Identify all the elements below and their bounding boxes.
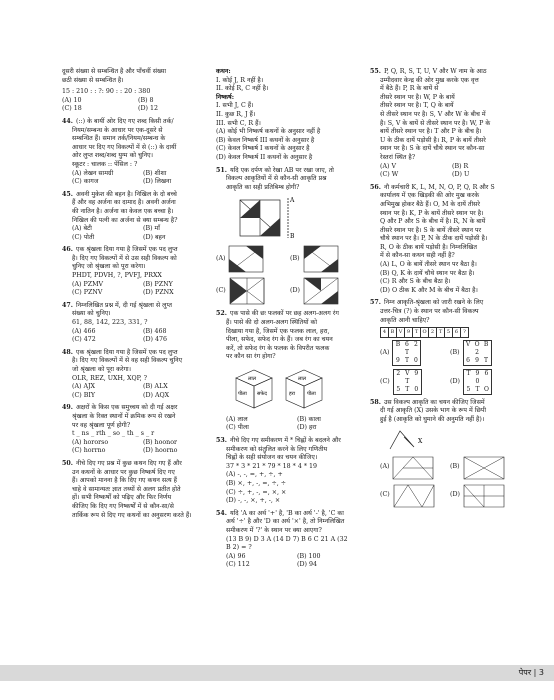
question-text: OLR, REZ, UXH, XQP, ? — [72, 374, 147, 382]
kathan-label: कथन: — [216, 68, 231, 75]
question-text: आधार पर दिए गए विकल्पों में से (::) के दायीं — [72, 143, 177, 151]
question-number: 48. — [62, 348, 73, 356]
column-right — [370, 68, 520, 513]
die-face-text: पीला — [238, 390, 247, 397]
question-text: हैं। पासे की दो अलग-अलग स्थितियों को — [226, 318, 317, 326]
question-text: स्थान पर है। K, P के बायें तीसरे स्थान पर है। — [380, 209, 484, 217]
question-text: रेस्तरां स्थित है? — [380, 153, 416, 161]
q52-options — [216, 416, 364, 433]
page-footer-bar — [0, 665, 554, 681]
strip-cell: 6 — [453, 328, 461, 338]
question-55 — [370, 68, 520, 180]
question-text: चौथे स्थान पर है। P, N के ठीक दायें पड़ोसी है। — [380, 235, 488, 243]
question-text: है। S, V के बायें से तीसरे स्थान पर है। W, P के — [380, 119, 491, 127]
option-label: (D) — [450, 491, 460, 499]
question-number: 44. — [62, 117, 73, 125]
question-number: 46. — [62, 246, 73, 254]
question-text: कार्यालय में एक खिड़की की ओर मुख करके — [380, 192, 480, 200]
option-card: 2 V 9 T 5 T 0 — [393, 369, 422, 395]
option[interactable]: (D) 94 — [297, 561, 317, 569]
option[interactable]: (C) horrno — [72, 447, 106, 455]
question-number: 56. — [370, 183, 381, 191]
option-figure — [302, 276, 342, 306]
q43-options — [62, 97, 210, 114]
question-text: जो श्रृंखला को पूरा करेगा। — [72, 366, 132, 373]
question-text: की नातिन है। अर्जना का केवल एक बच्चा है। — [72, 207, 174, 215]
die-face-text: पीला — [307, 390, 316, 397]
question-text: चुनिए जो श्रृंखला को पूरा करेगा। — [72, 263, 146, 271]
question-text: सम्बन्धित हैं। समान तर्क/नियम/सम्बन्ध के — [72, 135, 166, 143]
option[interactable] — [290, 276, 364, 306]
question-text: t _ ns _ rth _ so _ th _ s _ r — [72, 430, 155, 438]
option[interactable]: (B) ALX — [143, 383, 168, 391]
intro-line: दूसरी संख्या से सम्बन्धित है और पाँचवीं संख्या — [62, 68, 166, 75]
question-text: में से कौन-सा कथन सही नहीं है? — [380, 252, 455, 260]
option[interactable] — [450, 455, 520, 481]
question-51 — [216, 167, 364, 307]
question-number: 51. — [216, 166, 227, 174]
figure-x-label: X — [418, 437, 423, 445]
strip-cell: T — [437, 328, 445, 338]
strip-cell: B — [389, 328, 397, 338]
question-text: अक्षरों के किस एक समुच्चय को दी गई अक्षर — [75, 404, 178, 412]
q44-options — [62, 170, 210, 187]
option[interactable]: (A) बेटी — [72, 225, 92, 233]
question-number: 47. — [62, 301, 73, 309]
question-text: नीचे दिए गए समीकरण में * चिह्नों के बदलने और — [229, 437, 341, 445]
question-text: Q और P और S के बीच में है। R, N के बायें — [380, 218, 486, 226]
option[interactable]: (A) लाल — [226, 415, 248, 423]
option[interactable]: (D) hoorno — [143, 447, 178, 455]
question-text: नियम/सम्बन्ध के आधार पर एक-दूसरे से — [72, 126, 163, 134]
question-44 — [62, 118, 210, 187]
option[interactable]: (B) hoonor — [143, 438, 178, 446]
question-number: 53. — [216, 437, 227, 445]
option[interactable]: (B) 468 — [143, 327, 167, 335]
option[interactable]: (C) W — [380, 171, 399, 179]
series-strip — [380, 327, 469, 338]
option[interactable]: (D) बहन — [143, 233, 166, 241]
dice-figure — [216, 364, 364, 414]
question-text: पर वह श्रृंखला पूर्ण होगी? — [72, 421, 131, 429]
q49-options — [62, 439, 210, 456]
question-text: तार्किक रूप से दिए गए कथनों का अनुसरण करते हैं। — [72, 511, 192, 519]
question-number: 45. — [62, 190, 73, 198]
question-text: (::) के बायीं ओर दिए गए शब्द किसी तर्क/ — [75, 117, 174, 125]
question-text: (13 B 9) D 3 A (14 D 7) B 6 C 21 A (32 — [226, 535, 348, 543]
option[interactable] — [450, 483, 520, 509]
option[interactable]: (C) PZNV — [72, 289, 103, 297]
question-text: से तीसरे स्थान पर है। S, V और W के बीच में — [380, 110, 486, 118]
option[interactable] — [216, 244, 290, 274]
question-text: PHDT, PDVH, ?, PVFJ, PRXX — [72, 272, 162, 280]
option-label: (B) — [290, 255, 300, 263]
question-45 — [62, 191, 210, 243]
option-card: V O B 2 6 9 T — [463, 340, 492, 366]
question-text: अर्थ '÷' है और 'D का अर्थ '×' है, तो निम्नलिखित — [226, 518, 345, 526]
option[interactable]: (C) केवल निष्कर्ष I कथनों के अनुसार है — [216, 145, 310, 153]
option[interactable]: (A) PZMV — [72, 280, 104, 288]
option[interactable]: (B) 100 — [297, 552, 321, 560]
mirror-label-a: A — [290, 197, 295, 205]
question-50 — [62, 460, 210, 520]
option-figure — [227, 244, 267, 274]
option[interactable]: (C) ÷, +, -, =, ×, × — [226, 488, 287, 496]
option-label: (C) — [216, 287, 226, 295]
q51-options — [216, 244, 364, 306]
option[interactable] — [380, 369, 450, 395]
question-number: 52. — [216, 310, 227, 318]
option-label: (C) — [380, 377, 390, 385]
q48-options — [62, 383, 210, 400]
q47-options — [62, 328, 210, 345]
q54-options — [216, 553, 364, 570]
page-number: पेपर | 3 — [518, 668, 544, 677]
question-text: 61, 88, 142, 223, 331, ? — [72, 319, 148, 327]
question-56 — [370, 184, 520, 296]
question-text: आकृति का सही प्रतिबिम्ब होगी? — [226, 183, 300, 191]
question-number: 49. — [62, 404, 73, 412]
strip-cell: 5 — [445, 328, 453, 338]
question-text: निम्न आकृति-श्रृंखला को जारी रखने के लिए — [383, 299, 484, 307]
option[interactable]: (C) कागज — [72, 178, 99, 186]
conclusion: I. सभी J, C हैं। — [216, 102, 254, 110]
mirror-label-b: B — [290, 233, 295, 241]
option[interactable]: (A) -, -, =, +, ÷, + — [226, 471, 283, 479]
question-text: स्थान पर है। S के दायें चौथे स्थान पर कौन-सा — [380, 145, 485, 153]
option[interactable]: (D) U — [452, 171, 470, 179]
die-face-text: हरा — [289, 390, 295, 397]
option[interactable]: (D) AQX — [143, 391, 170, 399]
option[interactable]: (B) 8 — [138, 96, 154, 104]
option[interactable]: (D) केवल निष्कर्ष II कथनों के अनुसार है — [216, 153, 313, 161]
question-text: आकृति आनी चाहिए? — [380, 316, 430, 324]
option-label: (D) — [450, 377, 460, 385]
option[interactable] — [450, 369, 520, 395]
option[interactable]: (A) AJX — [72, 383, 96, 391]
question-54 — [216, 510, 364, 570]
question-49 — [62, 404, 210, 456]
option[interactable] — [380, 340, 450, 366]
option-figure — [228, 276, 268, 306]
option[interactable]: (B) शीशा — [143, 169, 167, 177]
option-card: T 9 6 0 5 T O — [463, 369, 492, 395]
question-text: समीकरण में '?' के स्थान पर क्या आएगा? — [226, 527, 322, 534]
strip-cell: 4 — [381, 328, 389, 338]
mirror-question-figure — [216, 194, 364, 242]
die-1 — [236, 370, 272, 408]
question-text: उन कथनों के आधार पर कुछ निष्कर्ष दिए गए — [72, 468, 175, 476]
q55-options — [370, 163, 520, 180]
intro-line: छठी संख्या से सम्बन्धित है। — [62, 76, 124, 84]
question-48 — [62, 349, 210, 401]
question-text: हों। सभी निष्कर्षों को पढ़िए और फिर निर्णय — [72, 494, 172, 502]
question-57 — [370, 299, 520, 394]
option[interactable]: (A) hororso — [72, 438, 109, 446]
conclusion: II. कुछ R, J हैं। — [216, 110, 256, 118]
question-text: अभिमुख होकर बैठे हैं। O, M के दायें तीसरे — [380, 200, 480, 208]
option-label: (B) — [450, 348, 460, 356]
series-43: 15 : 210 : : ?: 90 : : 20 : 380 — [62, 88, 151, 96]
q50-options — [216, 128, 364, 162]
option[interactable]: (A) लेखन सामग्री — [72, 169, 114, 177]
option[interactable]: (D) PZNX — [143, 289, 174, 297]
option[interactable]: (D) 476 — [143, 336, 167, 344]
question-text: दी गई आकृति (X) उसके भाग के रूप में छिपी — [380, 407, 486, 415]
option-figure — [392, 483, 436, 509]
nishkarsh-label: निष्कर्ष: — [216, 93, 235, 101]
die-face-text: सफेद — [257, 390, 267, 397]
question-text: पीला, सफेद, सफेद रंग के हैं। जब रंग का चयन — [226, 336, 333, 344]
q58-options — [370, 455, 520, 509]
option[interactable]: (D) हरा — [297, 424, 317, 432]
question-46 — [62, 246, 210, 298]
option[interactable] — [380, 483, 450, 509]
strip-cell: 9 — [405, 328, 413, 338]
option[interactable]: (C) पीला — [226, 424, 249, 432]
question-text: एक श्रृंखला दिया गया है जिसमें एक पद लुप्त — [75, 348, 178, 356]
option-label: (A) — [380, 463, 390, 471]
option-card: B 6 2 T 9 T 0 — [392, 340, 421, 366]
question-text: समीकरण को संतुलित करने के लिए गणितीय — [226, 445, 328, 453]
question-text: पर कौन सा रंग होगा? — [226, 353, 276, 361]
strip-cell: ? — [461, 328, 469, 338]
question-text: हुई है (आकृति को घुमाने की अनुमति नहीं है)। — [380, 416, 485, 423]
question-text: यदि एक दर्पण को रेखा AB पर रखा जाए, तो — [229, 166, 334, 174]
column-middle — [216, 68, 364, 574]
question-text: चिह्नों के सही संयोजन का चयन कीजिए। — [226, 454, 318, 462]
q53-options — [216, 471, 364, 505]
question-text: निम्नलिखित प्रश्न में, दी गई श्रृंखला से लुप्त — [75, 301, 172, 309]
option[interactable]: (B) केवल निष्कर्ष III कथनों के अनुसार है — [216, 136, 315, 144]
option[interactable]: (C) पोती — [72, 233, 95, 241]
question-text: B 2) = ? — [226, 544, 252, 552]
question-text: है। दिए गए विकल्पों में से वह सही विकल्प चुनिए — [72, 357, 183, 365]
q45-options — [62, 225, 210, 242]
question-text: एक श्रृंखला दिया गया है जिसमें एक पद लुप्त — [75, 246, 178, 254]
question-53 — [216, 437, 364, 506]
option[interactable]: (C) 472 — [72, 336, 96, 344]
option[interactable]: (B) काला — [297, 415, 321, 423]
question-number: 57. — [370, 299, 381, 307]
question-text: नौ कर्मचारी K, L, M, N, O, P, Q, R और S — [383, 183, 495, 191]
option[interactable] — [450, 340, 520, 366]
option-figure — [302, 244, 342, 274]
option[interactable]: (C) BIY — [72, 391, 96, 399]
option[interactable]: (C) 112 — [226, 561, 250, 569]
question-text: निखिल की पत्नी का अर्जना से क्या सम्बन्ध है? — [72, 216, 178, 224]
conclusion: III. सभी C, R हैं। — [216, 119, 261, 127]
option[interactable]: (D) लिखना — [143, 178, 172, 186]
option[interactable] — [216, 276, 290, 306]
option[interactable]: (B) PZNY — [143, 280, 173, 288]
question-text: तीसरे स्थान पर है। W, P के बायें — [380, 93, 455, 101]
die-face-text: लाल — [248, 375, 257, 382]
question-text: संख्या को चुनिए। — [72, 310, 111, 318]
option-label: (C) — [380, 491, 390, 499]
strip-cell: V — [397, 328, 405, 338]
option[interactable]: (A) कोई भी निष्कर्ष कथनों के अनुसार नहीं है — [216, 128, 321, 136]
question-text: चाहे वे सामान्यतः ज्ञात तथ्यों से अलग प्रतीत होते — [72, 485, 181, 493]
question-text: एक पासे की छः फलकों पर छह अलग-अलग रंग — [229, 310, 339, 318]
option[interactable]: (A) 466 — [72, 327, 96, 335]
strip-cell: 2 — [429, 328, 437, 338]
option-label: (B) — [450, 463, 460, 471]
question-text: U के ठीक दायें पड़ोसी है। R, P के बायें तीसरे — [380, 136, 486, 144]
statement: II. कोई R, C नहीं है। — [216, 85, 269, 93]
q46-options — [62, 281, 210, 298]
hidden-figure-x — [370, 427, 520, 453]
question-text: है। दिए गए विकल्पों में से उस सही विकल्प को — [72, 254, 177, 262]
option-label: (A) — [216, 255, 226, 263]
question-text: स्कूटर : चालक :: पेंसिल : ? — [72, 160, 138, 168]
option[interactable]: (D) 12 — [138, 105, 158, 113]
strip-cell: T — [413, 328, 421, 338]
question-text: यदि 'A का अर्थ '+' है, 'B का अर्थ '-' है, 'C का — [229, 509, 344, 517]
question-text: में बैठे हैं। P, R के बायें से — [380, 85, 439, 93]
option-figure — [462, 455, 506, 481]
question-47 — [62, 302, 210, 345]
question-text: P, Q, R, S, T, U, V और W नाम के आठ — [383, 68, 487, 75]
option-figure — [462, 483, 506, 509]
q56-options — [370, 261, 520, 295]
question-text: उस विकल्प आकृति का चयन कीजिए जिसमें — [383, 398, 485, 406]
column-left — [62, 68, 210, 524]
die-2 — [286, 370, 322, 408]
question-text: विकल्प आकृतियों में से कौन-सी आकृति प्रश्न — [226, 175, 327, 183]
option[interactable] — [380, 455, 450, 481]
question-text: उत्तर-चित्र (?) के स्थान पर कौन-सी विकल्प — [380, 308, 479, 316]
question-number: 54. — [216, 509, 227, 517]
question-text: करें, तो सफेद रंग के फलक के विपरीत फलक — [226, 344, 330, 352]
q57-options — [370, 340, 520, 395]
option[interactable]: (B) माँ — [143, 225, 160, 233]
question-text: R, O के ठीक बायें पड़ोसी है। निम्नलिखित — [380, 243, 477, 251]
option-figure — [391, 455, 435, 481]
question-58 — [370, 399, 520, 509]
question-text: तीसरे स्थान पर है। T, Q के बायें — [380, 102, 454, 110]
option[interactable]: (A) L, O के बायें तीसरे स्थान पर बैठा है। — [380, 261, 477, 269]
question-text: 37 * 3 * 21 * 79 * 18 * 4 * 19 — [226, 462, 317, 470]
question-text: कीजिए कि दिए गए निष्कर्षों में से कौन-सा/से — [72, 502, 174, 510]
question-number: 50. — [62, 459, 73, 467]
option[interactable]: (D) O ठीक K और M के बीच में बैठा है। — [380, 286, 478, 294]
option[interactable]: (D) -, -, ×, +, -, × — [226, 497, 281, 505]
question-text: हैं। आपको मानना है कि दिए गए कथन सत्य हैं — [72, 477, 177, 485]
question-text: अवनी मुकेश की बहन है। निखिल के दो बच्चे — [75, 190, 177, 198]
option[interactable]: (B) R — [452, 162, 469, 170]
option[interactable]: (A) 10 — [62, 96, 82, 104]
option[interactable]: (B) ×, +, -, =, ÷, ÷ — [226, 480, 287, 488]
question-text: तीसरे स्थान पर है। S के बायें तीसरे स्थान पर — [380, 226, 482, 234]
option-label: (D) — [290, 287, 300, 295]
option[interactable]: (C) 18 — [62, 105, 82, 113]
option[interactable] — [290, 244, 364, 274]
question-text: ओर लुप्त शब्द/शब्द युग्म को चुनिए। — [72, 152, 154, 160]
strip-cell: O — [421, 328, 429, 338]
question-text: हैं और वह अर्जना का दामाद है। अवनी अर्जना — [72, 199, 176, 207]
option[interactable]: (C) R और S के बीच बैठा है। — [380, 278, 451, 286]
option[interactable]: (A) 96 — [226, 552, 246, 560]
option-label: (A) — [380, 348, 390, 356]
question-number: 55. — [370, 68, 381, 75]
option[interactable]: (B) Q, K के दायें चौथे स्थान पर बैठा है। — [380, 269, 475, 277]
die-face-text: लाल — [298, 375, 307, 382]
question-text: उम्मीदवार केन्द्र की ओर मुख करके एक वृत्त — [380, 76, 479, 84]
option[interactable]: (A) V — [380, 162, 397, 170]
question-52 — [216, 310, 364, 433]
question-text: नीचे दिए गए प्रश्न में कुछ कथन दिए गए हैं और — [75, 459, 182, 467]
statement: I. कोई J, R नहीं है। — [216, 76, 264, 84]
question-number: 58. — [370, 398, 381, 406]
question-text: श्रृंखला के रिक्त स्थानों में क्रमिक रूप से रखने — [72, 412, 176, 420]
question-text: दिखाया गया है, जिसमें एक फलक लाल, हरा, — [226, 327, 330, 335]
question-text: बायें तीसरे स्थान पर है। T और P के बीच है। — [380, 128, 482, 136]
